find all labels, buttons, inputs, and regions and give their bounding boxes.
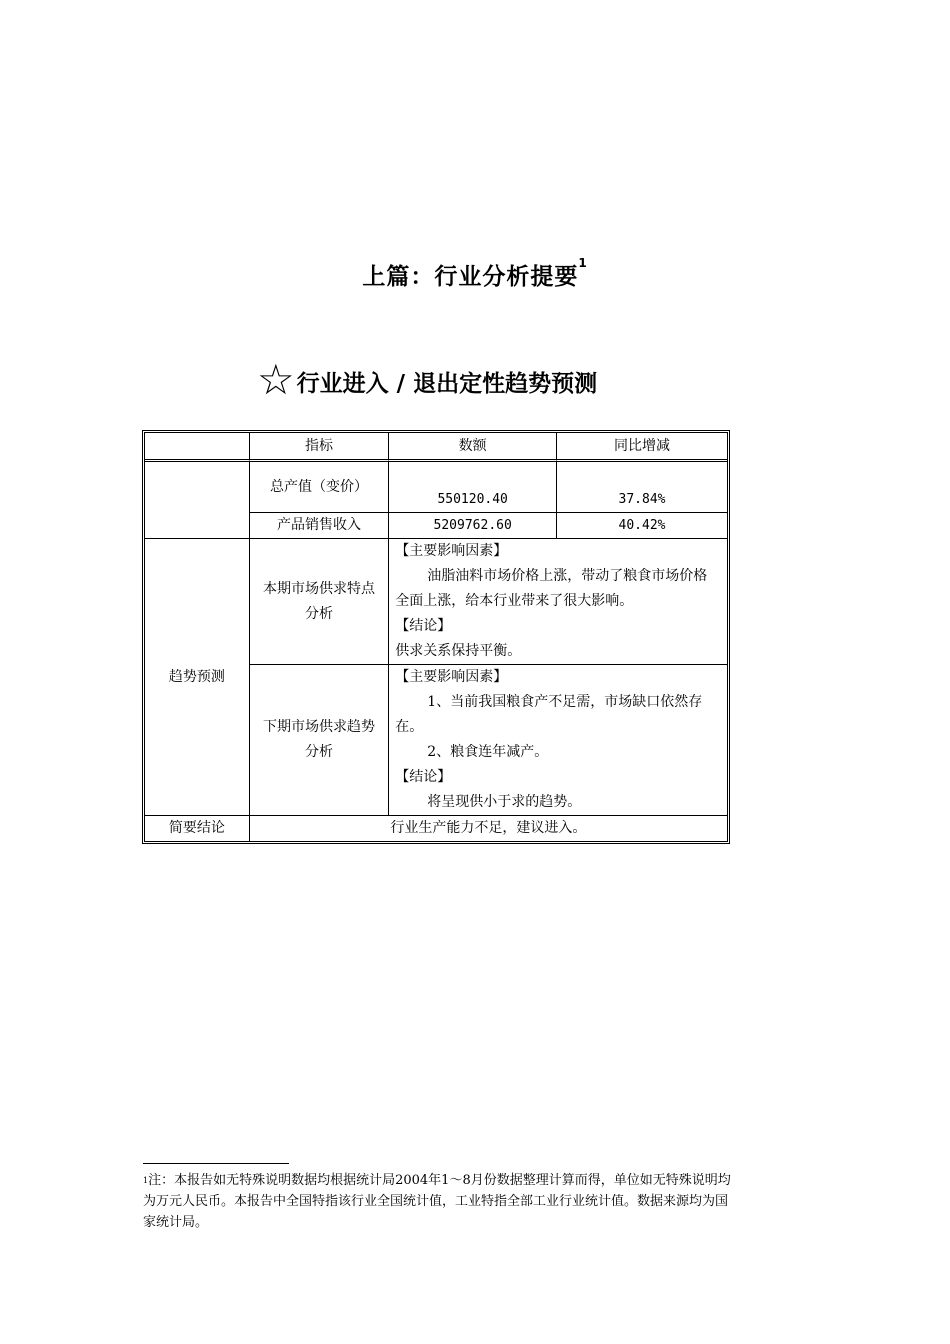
next-period-analysis [389,665,727,816]
current-period-label: 本期市场供求特点分析 [250,539,390,665]
table-row-output [145,462,727,513]
output-amount: 550120.40 [389,462,557,513]
output-change: 37.84% [557,462,727,513]
header-indicator: 指标 [250,433,390,462]
current-conclusion: 供求关系保持平衡。 [395,643,522,659]
footnote [143,1170,733,1233]
summary-text: 行业生产能力不足，建议进入。 [390,820,587,836]
star-icon: ☆ [257,355,295,404]
next-conclusion: 将呈现供小于求的趋势。 [427,794,582,810]
next-factor-1: 1、当前我国粮食产不足需，市场缺口依然存在。 [395,694,703,735]
section-title-text: 行业进入 / 退出定性趋势预测 [296,371,598,397]
next-conclusion-title: 【结论】 [395,769,452,785]
current-conclusion-title: 【结论】 [395,618,452,634]
trend-table [142,430,730,844]
page-title [0,258,950,291]
sales-amount: 5209762.60 [389,513,557,539]
footnote-text: 注：本报告如无特殊说明数据均根据统计局2004年1～8月份数据整理计算而得，单位如无特殊说明均为万元人民币。本报告中全国特指该行业全国统计值，工业特指全部工业行业统计值。数据来源均为国家统计局。 [143,1173,731,1230]
next-period-label: 下期市场供求趋势分析 [250,665,390,816]
table-header-row [145,433,727,462]
sales-change: 40.42% [557,513,727,539]
footnote-ref[interactable]: 1 [578,256,588,270]
page-title-text: 上篇：行业分析提要 [362,264,579,290]
next-factor-2: 2、粮食连年减产。 [427,744,549,760]
current-factor-1: 油脂油料市场价格上涨，带动了粮食市场价格全面上涨，给本行业带来了很大影响。 [395,568,708,609]
empty-group-cell [145,462,250,539]
header-amount: 数额 [389,433,557,462]
current-period-analysis [389,539,727,665]
current-factors-title: 【主要影响因素】 [395,543,508,559]
sales-label: 产品销售收入 [250,513,390,539]
summary-label: 简要结论 [145,816,250,841]
next-factors-title: 【主要影响因素】 [395,669,508,685]
trend-label: 趋势预测 [145,539,250,816]
output-label: 总产值（变价） [250,462,390,513]
header-yoy: 同比增减 [557,433,727,462]
header-empty-cell [145,433,250,462]
table-row-summary [145,816,727,841]
section-title [257,355,697,404]
table-row-current [145,539,727,665]
footnote-divider [143,1163,289,1164]
footnote-mark: 1 [143,1176,149,1185]
